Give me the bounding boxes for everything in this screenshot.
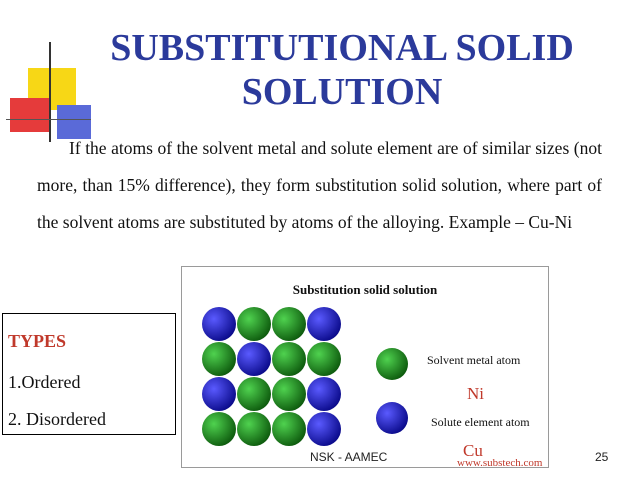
solute-atom (202, 307, 236, 341)
solute-atom (307, 377, 341, 411)
solute-legend-atom (376, 402, 408, 434)
solvent-element-ni: Ni (467, 384, 484, 403)
watermark-text: www.substech.com (457, 457, 543, 469)
slide-title-line-1: SUBSTITUTIONAL SOLID (110, 27, 574, 69)
decor-vertical-line (49, 42, 51, 142)
types-item-ordered: 1.Ordered (8, 372, 81, 392)
solute-atom (237, 342, 271, 376)
solute-atom (307, 307, 341, 341)
body-paragraph: If the atoms of the solvent metal and solute element are of similar sizes (not more, than 15% difference), they form substitution solid solution, where part of the solvent atoms are substituted by atoms of the alloying. Example – Cu-Ni (37, 138, 602, 232)
solvent-atom (202, 412, 236, 446)
types-item-disordered: 2. Disordered (8, 409, 106, 429)
solvent-atom (272, 377, 306, 411)
atom-lattice (182, 267, 550, 469)
footer-text: NSK - AAMEC (310, 450, 388, 464)
decor-horizontal-line (6, 119, 91, 120)
solute-atom (307, 412, 341, 446)
slide-title-line-2: SOLUTION (241, 71, 443, 113)
solvent-atom-label: Solvent metal atom (427, 353, 521, 367)
types-heading: TYPES (8, 331, 67, 351)
solvent-atom (307, 342, 341, 376)
solvent-atom (272, 342, 306, 376)
types-box (2, 313, 176, 435)
solvent-atom (237, 412, 271, 446)
slide-title (92, 26, 592, 114)
solute-atom-label: Solute element atom (431, 415, 530, 429)
decor-red-square (10, 98, 50, 132)
solvent-atom (202, 342, 236, 376)
solute-atom (202, 377, 236, 411)
solvent-atom (237, 377, 271, 411)
page-number: 25 (595, 450, 609, 464)
solvent-atom (272, 307, 306, 341)
solvent-atom (272, 412, 306, 446)
diagram-title: Substitution solid solution (292, 282, 438, 297)
solute-element-cu: Cu (463, 441, 483, 460)
solvent-atom (237, 307, 271, 341)
solvent-legend-atom (376, 348, 408, 380)
substitution-diagram (181, 266, 549, 468)
